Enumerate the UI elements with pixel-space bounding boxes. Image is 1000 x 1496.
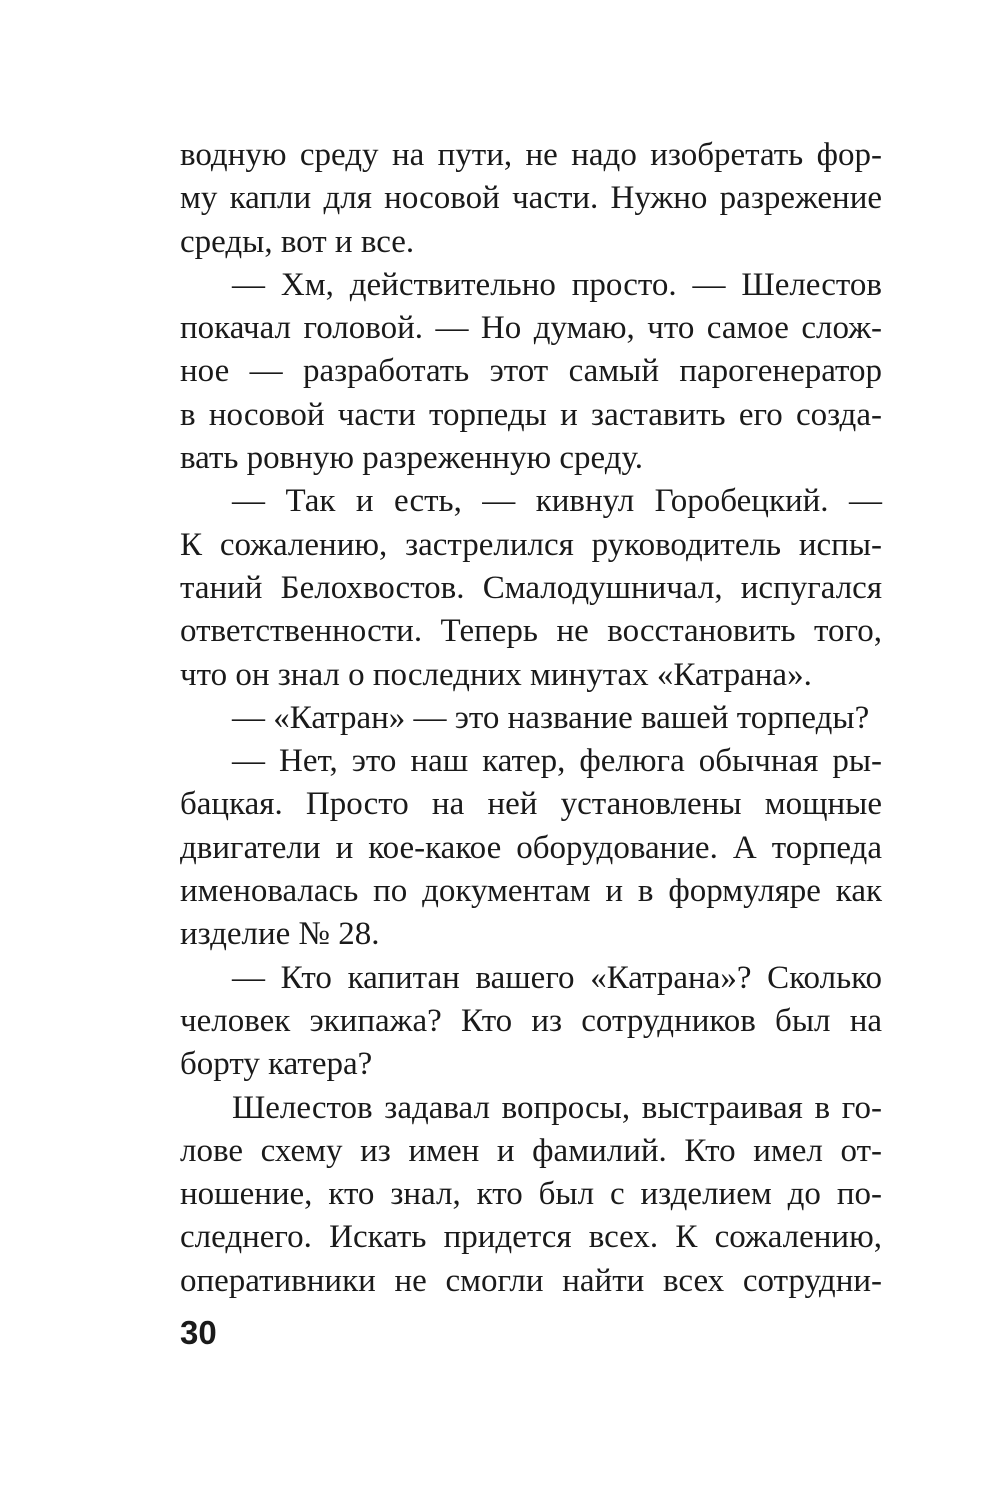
text-line: именовалась по документам и в формуляре как bbox=[180, 873, 882, 910]
text-line: ношение, кто знал, кто был с изделием до по- bbox=[180, 1176, 882, 1213]
text-line: му капли для носовой части. Нужно разрежение bbox=[180, 180, 882, 217]
text-line: человек экипажа? Кто из сотрудников был на bbox=[180, 1002, 882, 1039]
text-line: Шелестов задавал вопросы, выстраивая в го- bbox=[232, 1089, 882, 1126]
text-line: К сожалению, застрелился руководитель испы- bbox=[180, 526, 882, 563]
text-line: — Так и есть, — кивнул Горобецкий. — bbox=[232, 483, 882, 520]
text-line: что он знал о последних минутах «Катрана». bbox=[180, 656, 812, 693]
page-number: 30 bbox=[180, 1314, 217, 1351]
text-line: в носовой части торпеды и заставить его созда- bbox=[180, 396, 882, 433]
text-line: вать ровную разреженную среду. bbox=[180, 440, 643, 477]
text-line: следнего. Искать придется всех. К сожалению, bbox=[180, 1219, 882, 1256]
body-text bbox=[180, 134, 882, 1303]
text-line: ответственности. Теперь не восстановить того, bbox=[180, 613, 882, 650]
text-line: — Кто капитан вашего «Катрана»? Сколько bbox=[232, 959, 882, 996]
text-line: бацкая. Просто на ней установлены мощные bbox=[180, 786, 882, 823]
text-line: среды, вот и все. bbox=[180, 223, 415, 260]
text-line: изделие № 28. bbox=[180, 916, 380, 953]
text-line: ное — разработать этот самый парогенератор bbox=[180, 353, 882, 390]
text-line: оперативники не смогли найти всех сотрудни- bbox=[180, 1262, 882, 1299]
text-line: борту катера? bbox=[180, 1046, 373, 1083]
text-line: водную среду на пути, не надо изобретать фор- bbox=[180, 137, 882, 173]
text-line: — «Катран» — это название вашей торпеды? bbox=[232, 699, 870, 736]
text-line: — Хм, действительно просто. — Шелестов bbox=[232, 266, 882, 303]
text-line: двигатели и кое-какое оборудование. А торпеда bbox=[180, 829, 882, 866]
text-line: таний Белохвостов. Смалодушничал, испугался bbox=[180, 569, 882, 606]
text-line: — Нет, это наш катер, фелюга обычная ры- bbox=[232, 743, 882, 780]
text-line: покачал головой. — Но думаю, что самое слож- bbox=[180, 310, 882, 347]
text-line: лове схему из имен и фамилий. Кто имел от- bbox=[180, 1132, 882, 1169]
